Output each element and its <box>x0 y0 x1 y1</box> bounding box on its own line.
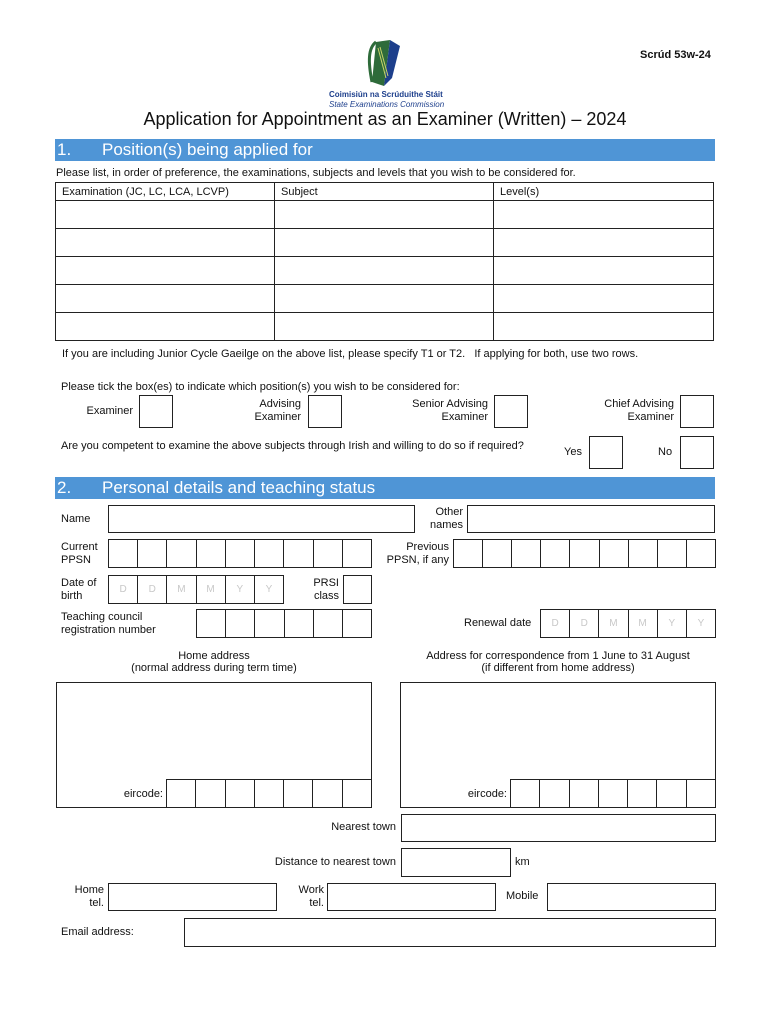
table-row <box>56 313 714 341</box>
levels-cell[interactable] <box>494 229 714 257</box>
subject-cell[interactable] <box>275 313 494 341</box>
harp-logo <box>362 38 406 90</box>
levels-cell[interactable] <box>494 285 714 313</box>
examination-cell[interactable] <box>56 313 275 341</box>
corr-address-note: (if different from home address) <box>481 662 635 674</box>
subject-cell[interactable] <box>275 229 494 257</box>
corr-address-label: Address for correspondence from 1 June to 31 August <box>426 650 690 662</box>
position-chief-advising-label: Chief Advising Examiner <box>604 398 674 423</box>
irish-no-label: No <box>658 446 673 458</box>
table-row <box>56 257 714 285</box>
section-2-number: 2. <box>57 478 72 497</box>
gaeilge-note: If you are including Junior Cycle Gaeilge on the above list, please specify T1 or T2. If applying for both, use two rows. <box>62 348 639 360</box>
current-ppsn-label: Current PPSN <box>61 541 98 566</box>
position-senior-advising-label: Senior Advising Examiner <box>412 398 488 423</box>
examination-cell[interactable] <box>56 229 275 257</box>
irish-yes-checkbox[interactable] <box>589 436 623 469</box>
corr-eircode-label: eircode: <box>467 788 507 800</box>
table-row <box>56 285 714 313</box>
home-address-label: Home address <box>178 650 250 662</box>
tick-instruction: Please tick the box(es) to indicate which position(s) you wish to be considered for: <box>61 381 460 393</box>
position-advising-label: Advising Examiner <box>254 398 301 423</box>
irish-yes-label: Yes <box>564 446 582 458</box>
name-field[interactable] <box>108 505 415 533</box>
section-2-title: Personal details and teaching status <box>102 478 376 497</box>
section-1-instruction: Please list, in order of preference, the examinations, subjects and levels that you wish to be considered for. <box>56 167 576 179</box>
email-label: Email address: <box>61 926 134 938</box>
harp-icon <box>362 38 406 90</box>
col-subject: Subject <box>275 183 494 201</box>
nearest-town-label: Nearest town <box>331 821 396 833</box>
work-tel-label: Work tel. <box>298 884 324 909</box>
renewal-date-label: Renewal date <box>464 617 532 629</box>
home-address-note: (normal address during term time) <box>131 662 297 674</box>
subject-cell[interactable] <box>275 201 494 229</box>
position-examiner-checkbox[interactable] <box>139 395 173 428</box>
home-eircode-field[interactable] <box>166 779 372 808</box>
dob-label: Date of birth <box>61 577 97 602</box>
levels-cell[interactable] <box>494 201 714 229</box>
logo-irish-text: Coimisiún na Scrúduithe Stáit <box>329 90 443 99</box>
renewal-date-field[interactable]: D D M M Y Y <box>540 609 716 638</box>
section-1-header <box>55 139 715 161</box>
irish-no-checkbox[interactable] <box>680 436 714 469</box>
form-code: Scrúd 53w-24 <box>640 49 711 61</box>
col-examination: Examination (JC, LC, LCA, LCVP) <box>56 183 275 201</box>
other-names-field[interactable] <box>467 505 715 533</box>
home-tel-label: Home tel. <box>74 884 104 909</box>
mobile-field[interactable] <box>547 883 716 911</box>
name-label: Name <box>61 513 91 525</box>
irish-competence-question: Are you competent to examine the above subjects through Irish and willing to do so if required? <box>61 440 524 452</box>
examination-cell[interactable] <box>56 285 275 313</box>
table-row <box>56 201 714 229</box>
dob-field[interactable]: D D M M Y Y <box>108 575 284 604</box>
distance-label: Distance to nearest town <box>274 856 396 868</box>
logo-english-text: State Examinations Commission <box>329 100 445 109</box>
home-eircode-label: eircode: <box>123 788 163 800</box>
distance-field[interactable] <box>401 848 511 877</box>
examination-cell[interactable] <box>56 257 275 285</box>
previous-ppsn-field[interactable] <box>453 539 716 568</box>
mobile-label: Mobile <box>506 890 539 902</box>
corr-eircode-field[interactable] <box>510 779 716 808</box>
section-1-title: Position(s) being applied for <box>102 140 313 159</box>
section-2-header <box>55 477 715 499</box>
email-field[interactable] <box>184 918 716 947</box>
home-tel-field[interactable] <box>108 883 277 911</box>
subject-cell[interactable] <box>275 285 494 313</box>
levels-cell[interactable] <box>494 257 714 285</box>
table-row <box>56 229 714 257</box>
position-chief-advising-checkbox[interactable] <box>680 395 714 428</box>
examination-cell[interactable] <box>56 201 275 229</box>
col-levels: Level(s) <box>494 183 714 201</box>
teaching-council-field[interactable] <box>196 609 372 638</box>
prsi-class-label: PRSI class <box>313 577 339 602</box>
levels-cell[interactable] <box>494 313 714 341</box>
position-examiner-label: Examiner <box>86 405 133 417</box>
nearest-town-field[interactable] <box>401 814 716 842</box>
work-tel-field[interactable] <box>327 883 496 911</box>
subject-cell[interactable] <box>275 257 494 285</box>
other-names-label: Other names <box>429 506 463 531</box>
previous-ppsn-label: Previous PPSN, if any <box>386 541 449 566</box>
position-senior-advising-checkbox[interactable] <box>494 395 528 428</box>
current-ppsn-field[interactable] <box>108 539 372 568</box>
teaching-council-label: Teaching council registration number <box>61 611 156 636</box>
positions-table <box>55 182 714 341</box>
prsi-class-field[interactable] <box>343 575 372 604</box>
page-title: Application for Appointment as an Examiner (Written) – 2024 <box>143 109 627 129</box>
position-advising-checkbox[interactable] <box>308 395 342 428</box>
section-1-number: 1. <box>57 140 72 159</box>
km-label: km <box>515 856 530 868</box>
